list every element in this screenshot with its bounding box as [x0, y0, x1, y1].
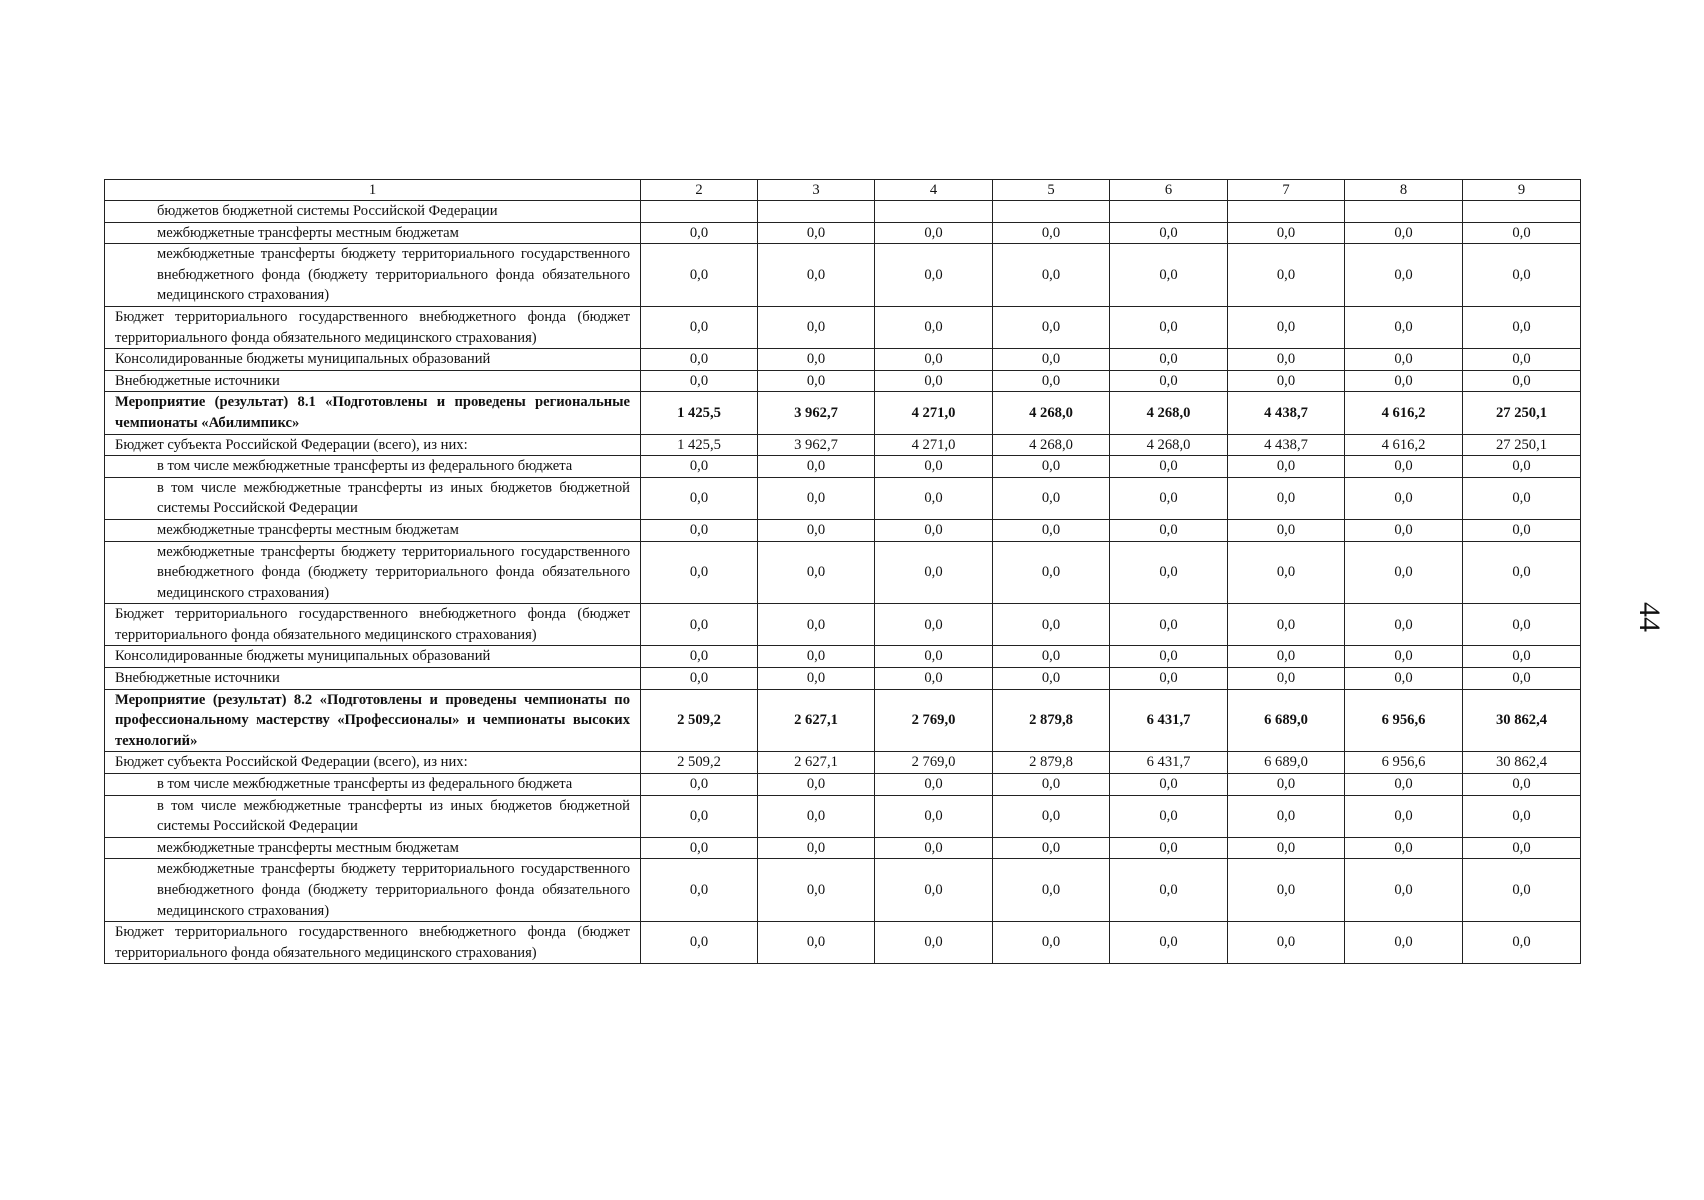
table-row	[105, 370, 1581, 392]
value-cell: 0,0	[1463, 859, 1581, 922]
table-row	[105, 306, 1581, 348]
value-cell: 2 879,8	[993, 689, 1110, 752]
value-cell: 0,0	[993, 922, 1110, 964]
value-cell: 0,0	[875, 668, 993, 690]
value-cell: 0,0	[641, 306, 758, 348]
value-cell: 0,0	[758, 646, 875, 668]
value-cell: 0,0	[641, 859, 758, 922]
value-cell: 4 268,0	[993, 434, 1110, 456]
value-cell: 0,0	[758, 859, 875, 922]
table-row	[105, 519, 1581, 541]
value-cell: 3 962,7	[758, 392, 875, 434]
value-cell: 0,0	[1228, 519, 1345, 541]
value-cell	[1228, 201, 1345, 223]
value-cell: 2 627,1	[758, 752, 875, 774]
value-cell: 0,0	[1463, 370, 1581, 392]
table-row	[105, 244, 1581, 307]
value-cell: 4 616,2	[1345, 392, 1463, 434]
value-cell: 0,0	[1345, 541, 1463, 604]
value-cell: 0,0	[1110, 222, 1228, 244]
value-cell: 0,0	[875, 244, 993, 307]
value-cell	[875, 201, 993, 223]
table-row	[105, 922, 1581, 964]
value-cell: 27 250,1	[1463, 434, 1581, 456]
value-cell: 0,0	[641, 646, 758, 668]
value-cell: 6 431,7	[1110, 689, 1228, 752]
value-cell: 0,0	[875, 774, 993, 796]
table-row	[105, 477, 1581, 519]
value-cell: 0,0	[1463, 795, 1581, 837]
value-cell: 0,0	[993, 774, 1110, 796]
table-row	[105, 222, 1581, 244]
value-cell: 0,0	[1228, 244, 1345, 307]
value-cell: 0,0	[1345, 774, 1463, 796]
value-cell: 0,0	[641, 222, 758, 244]
value-cell: 0,0	[1228, 222, 1345, 244]
value-cell: 0,0	[1345, 604, 1463, 646]
value-cell: 0,0	[758, 349, 875, 371]
header-cell: 3	[758, 180, 875, 201]
value-cell: 0,0	[875, 349, 993, 371]
value-cell: 4 268,0	[993, 392, 1110, 434]
value-cell: 0,0	[1345, 244, 1463, 307]
table-row	[105, 604, 1581, 646]
value-cell: 0,0	[758, 222, 875, 244]
row-label: в том числе межбюджетные трансферты из иных бюджетов бюджетной системы Российской Федерации	[105, 477, 641, 519]
value-cell: 0,0	[1228, 306, 1345, 348]
value-cell: 0,0	[875, 477, 993, 519]
row-label: Бюджет территориального государственного внебюджетного фонда (бюджет территориального фонда обязательного медицинского страхования)	[105, 306, 641, 348]
value-cell: 2 769,0	[875, 752, 993, 774]
value-cell: 4 438,7	[1228, 434, 1345, 456]
value-cell: 0,0	[993, 837, 1110, 859]
value-cell: 0,0	[1228, 604, 1345, 646]
value-cell: 0,0	[1110, 541, 1228, 604]
value-cell: 0,0	[1345, 519, 1463, 541]
value-cell: 0,0	[1110, 306, 1228, 348]
row-label: Мероприятие (результат) 8.2 «Подготовлены и проведены чемпионаты по профессиональному мастерству «Профессионалы» и чемпионаты высоких технологий»	[105, 689, 641, 752]
value-cell: 0,0	[1228, 456, 1345, 478]
value-cell: 0,0	[875, 222, 993, 244]
table-row	[105, 349, 1581, 371]
value-cell: 0,0	[993, 541, 1110, 604]
row-label: Бюджет территориального государственного внебюджетного фонда (бюджет территориального фонда обязательного медицинского страхования)	[105, 604, 641, 646]
value-cell	[1345, 201, 1463, 223]
value-cell: 2 879,8	[993, 752, 1110, 774]
header-cell: 2	[641, 180, 758, 201]
row-label: Мероприятие (результат) 8.1 «Подготовлены и проведены региональные чемпионаты «Абилимпикс»	[105, 392, 641, 434]
value-cell: 0,0	[1228, 795, 1345, 837]
value-cell: 0,0	[1110, 668, 1228, 690]
value-cell: 0,0	[641, 774, 758, 796]
value-cell: 0,0	[1110, 349, 1228, 371]
budget-table	[104, 179, 1581, 964]
value-cell: 0,0	[875, 859, 993, 922]
value-cell: 0,0	[1110, 244, 1228, 307]
value-cell: 0,0	[1345, 349, 1463, 371]
value-cell: 0,0	[641, 456, 758, 478]
value-cell: 0,0	[758, 668, 875, 690]
value-cell: 0,0	[641, 519, 758, 541]
row-label: межбюджетные трансферты бюджету территориального государственного внебюджетного фонда (бюджету территориального фонда обязательного медицинского страхования)	[105, 244, 641, 307]
table-row	[105, 689, 1581, 752]
value-cell: 0,0	[1110, 646, 1228, 668]
value-cell: 0,0	[641, 370, 758, 392]
table-row	[105, 668, 1581, 690]
value-cell: 4 616,2	[1345, 434, 1463, 456]
value-cell: 0,0	[1345, 795, 1463, 837]
value-cell: 0,0	[1463, 604, 1581, 646]
value-cell: 6 689,0	[1228, 752, 1345, 774]
table-row	[105, 392, 1581, 434]
value-cell: 4 271,0	[875, 434, 993, 456]
row-label: межбюджетные трансферты местным бюджетам	[105, 222, 641, 244]
value-cell: 2 509,2	[641, 752, 758, 774]
value-cell	[641, 201, 758, 223]
header-cell: 5	[993, 180, 1110, 201]
value-cell: 0,0	[875, 541, 993, 604]
table-row	[105, 541, 1581, 604]
value-cell: 0,0	[993, 604, 1110, 646]
value-cell: 0,0	[1463, 668, 1581, 690]
row-label: Внебюджетные источники	[105, 668, 641, 690]
value-cell: 0,0	[1345, 306, 1463, 348]
value-cell: 0,0	[758, 519, 875, 541]
page-number: 44	[1633, 602, 1666, 632]
value-cell: 0,0	[1463, 349, 1581, 371]
value-cell: 0,0	[758, 795, 875, 837]
value-cell: 0,0	[875, 456, 993, 478]
header-cell: 1	[105, 180, 641, 201]
value-cell: 0,0	[993, 222, 1110, 244]
header-row	[105, 180, 1581, 201]
value-cell: 0,0	[1463, 774, 1581, 796]
value-cell: 0,0	[758, 922, 875, 964]
value-cell: 0,0	[993, 306, 1110, 348]
value-cell: 0,0	[993, 477, 1110, 519]
row-label: межбюджетные трансферты местным бюджетам	[105, 837, 641, 859]
value-cell: 0,0	[1345, 222, 1463, 244]
value-cell: 0,0	[1228, 837, 1345, 859]
value-cell: 0,0	[1463, 222, 1581, 244]
value-cell: 0,0	[875, 370, 993, 392]
value-cell: 0,0	[1345, 477, 1463, 519]
row-label: в том числе межбюджетные трансферты из иных бюджетов бюджетной системы Российской Федерации	[105, 795, 641, 837]
value-cell: 2 627,1	[758, 689, 875, 752]
value-cell: 0,0	[758, 541, 875, 604]
value-cell: 0,0	[1345, 859, 1463, 922]
value-cell: 6 956,6	[1345, 689, 1463, 752]
value-cell: 0,0	[1345, 646, 1463, 668]
table-row	[105, 646, 1581, 668]
value-cell: 0,0	[1110, 859, 1228, 922]
value-cell: 0,0	[875, 795, 993, 837]
value-cell: 0,0	[993, 370, 1110, 392]
value-cell: 0,0	[1345, 668, 1463, 690]
value-cell: 0,0	[641, 795, 758, 837]
value-cell: 30 862,4	[1463, 689, 1581, 752]
header-cell: 7	[1228, 180, 1345, 201]
value-cell: 0,0	[758, 306, 875, 348]
value-cell: 0,0	[641, 668, 758, 690]
value-cell: 0,0	[1463, 541, 1581, 604]
value-cell: 3 962,7	[758, 434, 875, 456]
value-cell: 0,0	[1463, 244, 1581, 307]
value-cell	[1110, 201, 1228, 223]
value-cell: 4 268,0	[1110, 434, 1228, 456]
value-cell: 0,0	[1228, 477, 1345, 519]
header-cell: 9	[1463, 180, 1581, 201]
value-cell: 0,0	[993, 519, 1110, 541]
value-cell: 0,0	[993, 668, 1110, 690]
value-cell: 0,0	[758, 477, 875, 519]
value-cell: 0,0	[641, 922, 758, 964]
row-label: межбюджетные трансферты бюджету территориального государственного внебюджетного фонда (бюджету территориального фонда обязательного медицинского страхования)	[105, 859, 641, 922]
value-cell: 0,0	[1110, 922, 1228, 964]
value-cell: 0,0	[1110, 519, 1228, 541]
value-cell: 0,0	[1110, 477, 1228, 519]
value-cell: 0,0	[875, 837, 993, 859]
value-cell: 0,0	[993, 646, 1110, 668]
value-cell: 1 425,5	[641, 434, 758, 456]
value-cell: 30 862,4	[1463, 752, 1581, 774]
value-cell	[993, 201, 1110, 223]
value-cell: 0,0	[1345, 456, 1463, 478]
value-cell: 0,0	[1345, 370, 1463, 392]
table-row	[105, 774, 1581, 796]
value-cell: 0,0	[875, 604, 993, 646]
value-cell: 0,0	[641, 477, 758, 519]
value-cell: 0,0	[1463, 306, 1581, 348]
row-label: Бюджет территориального государственного внебюджетного фонда (бюджет территориального фонда обязательного медицинского страхования)	[105, 922, 641, 964]
value-cell: 0,0	[1228, 646, 1345, 668]
value-cell: 0,0	[1463, 519, 1581, 541]
value-cell: 0,0	[993, 859, 1110, 922]
row-label: бюджетов бюджетной системы Российской Федерации	[105, 201, 641, 223]
value-cell: 0,0	[758, 456, 875, 478]
value-cell: 0,0	[875, 306, 993, 348]
value-cell: 0,0	[875, 922, 993, 964]
value-cell: 0,0	[1110, 774, 1228, 796]
row-label: Консолидированные бюджеты муниципальных образований	[105, 646, 641, 668]
row-label: в том числе межбюджетные трансферты из федерального бюджета	[105, 456, 641, 478]
value-cell: 1 425,5	[641, 392, 758, 434]
header-cell: 6	[1110, 180, 1228, 201]
value-cell: 0,0	[1228, 859, 1345, 922]
row-label: в том числе межбюджетные трансферты из федерального бюджета	[105, 774, 641, 796]
value-cell: 4 438,7	[1228, 392, 1345, 434]
table-row	[105, 201, 1581, 223]
table-row	[105, 795, 1581, 837]
row-label: межбюджетные трансферты местным бюджетам	[105, 519, 641, 541]
header-cell: 8	[1345, 180, 1463, 201]
value-cell: 0,0	[1228, 922, 1345, 964]
value-cell	[758, 201, 875, 223]
value-cell: 0,0	[1110, 604, 1228, 646]
value-cell: 0,0	[1110, 370, 1228, 392]
value-cell: 0,0	[1463, 646, 1581, 668]
header-cell: 4	[875, 180, 993, 201]
value-cell: 0,0	[1345, 922, 1463, 964]
value-cell: 2 509,2	[641, 689, 758, 752]
value-cell: 0,0	[875, 646, 993, 668]
value-cell: 0,0	[1228, 349, 1345, 371]
value-cell: 4 271,0	[875, 392, 993, 434]
value-cell: 0,0	[758, 370, 875, 392]
value-cell: 0,0	[1463, 477, 1581, 519]
row-label: Бюджет субъекта Российской Федерации (всего), из них:	[105, 434, 641, 456]
value-cell: 0,0	[758, 244, 875, 307]
table-body	[105, 180, 1581, 964]
value-cell: 0,0	[875, 519, 993, 541]
value-cell: 6 431,7	[1110, 752, 1228, 774]
value-cell: 0,0	[641, 349, 758, 371]
value-cell: 2 769,0	[875, 689, 993, 752]
value-cell: 0,0	[641, 244, 758, 307]
value-cell: 6 956,6	[1345, 752, 1463, 774]
value-cell: 4 268,0	[1110, 392, 1228, 434]
value-cell: 0,0	[993, 456, 1110, 478]
value-cell: 0,0	[1463, 837, 1581, 859]
value-cell: 0,0	[1228, 774, 1345, 796]
value-cell: 0,0	[641, 604, 758, 646]
value-cell: 0,0	[1228, 541, 1345, 604]
value-cell: 0,0	[1110, 456, 1228, 478]
value-cell: 0,0	[1110, 837, 1228, 859]
value-cell	[1463, 201, 1581, 223]
value-cell: 0,0	[1110, 795, 1228, 837]
table-row	[105, 752, 1581, 774]
row-label: Внебюджетные источники	[105, 370, 641, 392]
value-cell: 0,0	[993, 795, 1110, 837]
value-cell: 0,0	[1463, 922, 1581, 964]
value-cell: 0,0	[1228, 668, 1345, 690]
value-cell: 27 250,1	[1463, 392, 1581, 434]
value-cell: 0,0	[758, 604, 875, 646]
row-label: Бюджет субъекта Российской Федерации (всего), из них:	[105, 752, 641, 774]
row-label: межбюджетные трансферты бюджету территориального государственного внебюджетного фонда (бюджету территориального фонда обязательного медицинского страхования)	[105, 541, 641, 604]
value-cell: 0,0	[993, 349, 1110, 371]
table-row	[105, 456, 1581, 478]
value-cell: 0,0	[758, 774, 875, 796]
value-cell: 6 689,0	[1228, 689, 1345, 752]
table-row	[105, 837, 1581, 859]
value-cell: 0,0	[993, 244, 1110, 307]
value-cell: 0,0	[641, 837, 758, 859]
value-cell: 0,0	[641, 541, 758, 604]
table-row	[105, 859, 1581, 922]
table-row	[105, 434, 1581, 456]
value-cell: 0,0	[1463, 456, 1581, 478]
value-cell: 0,0	[1345, 837, 1463, 859]
row-label: Консолидированные бюджеты муниципальных образований	[105, 349, 641, 371]
value-cell: 0,0	[1228, 370, 1345, 392]
value-cell: 0,0	[758, 837, 875, 859]
